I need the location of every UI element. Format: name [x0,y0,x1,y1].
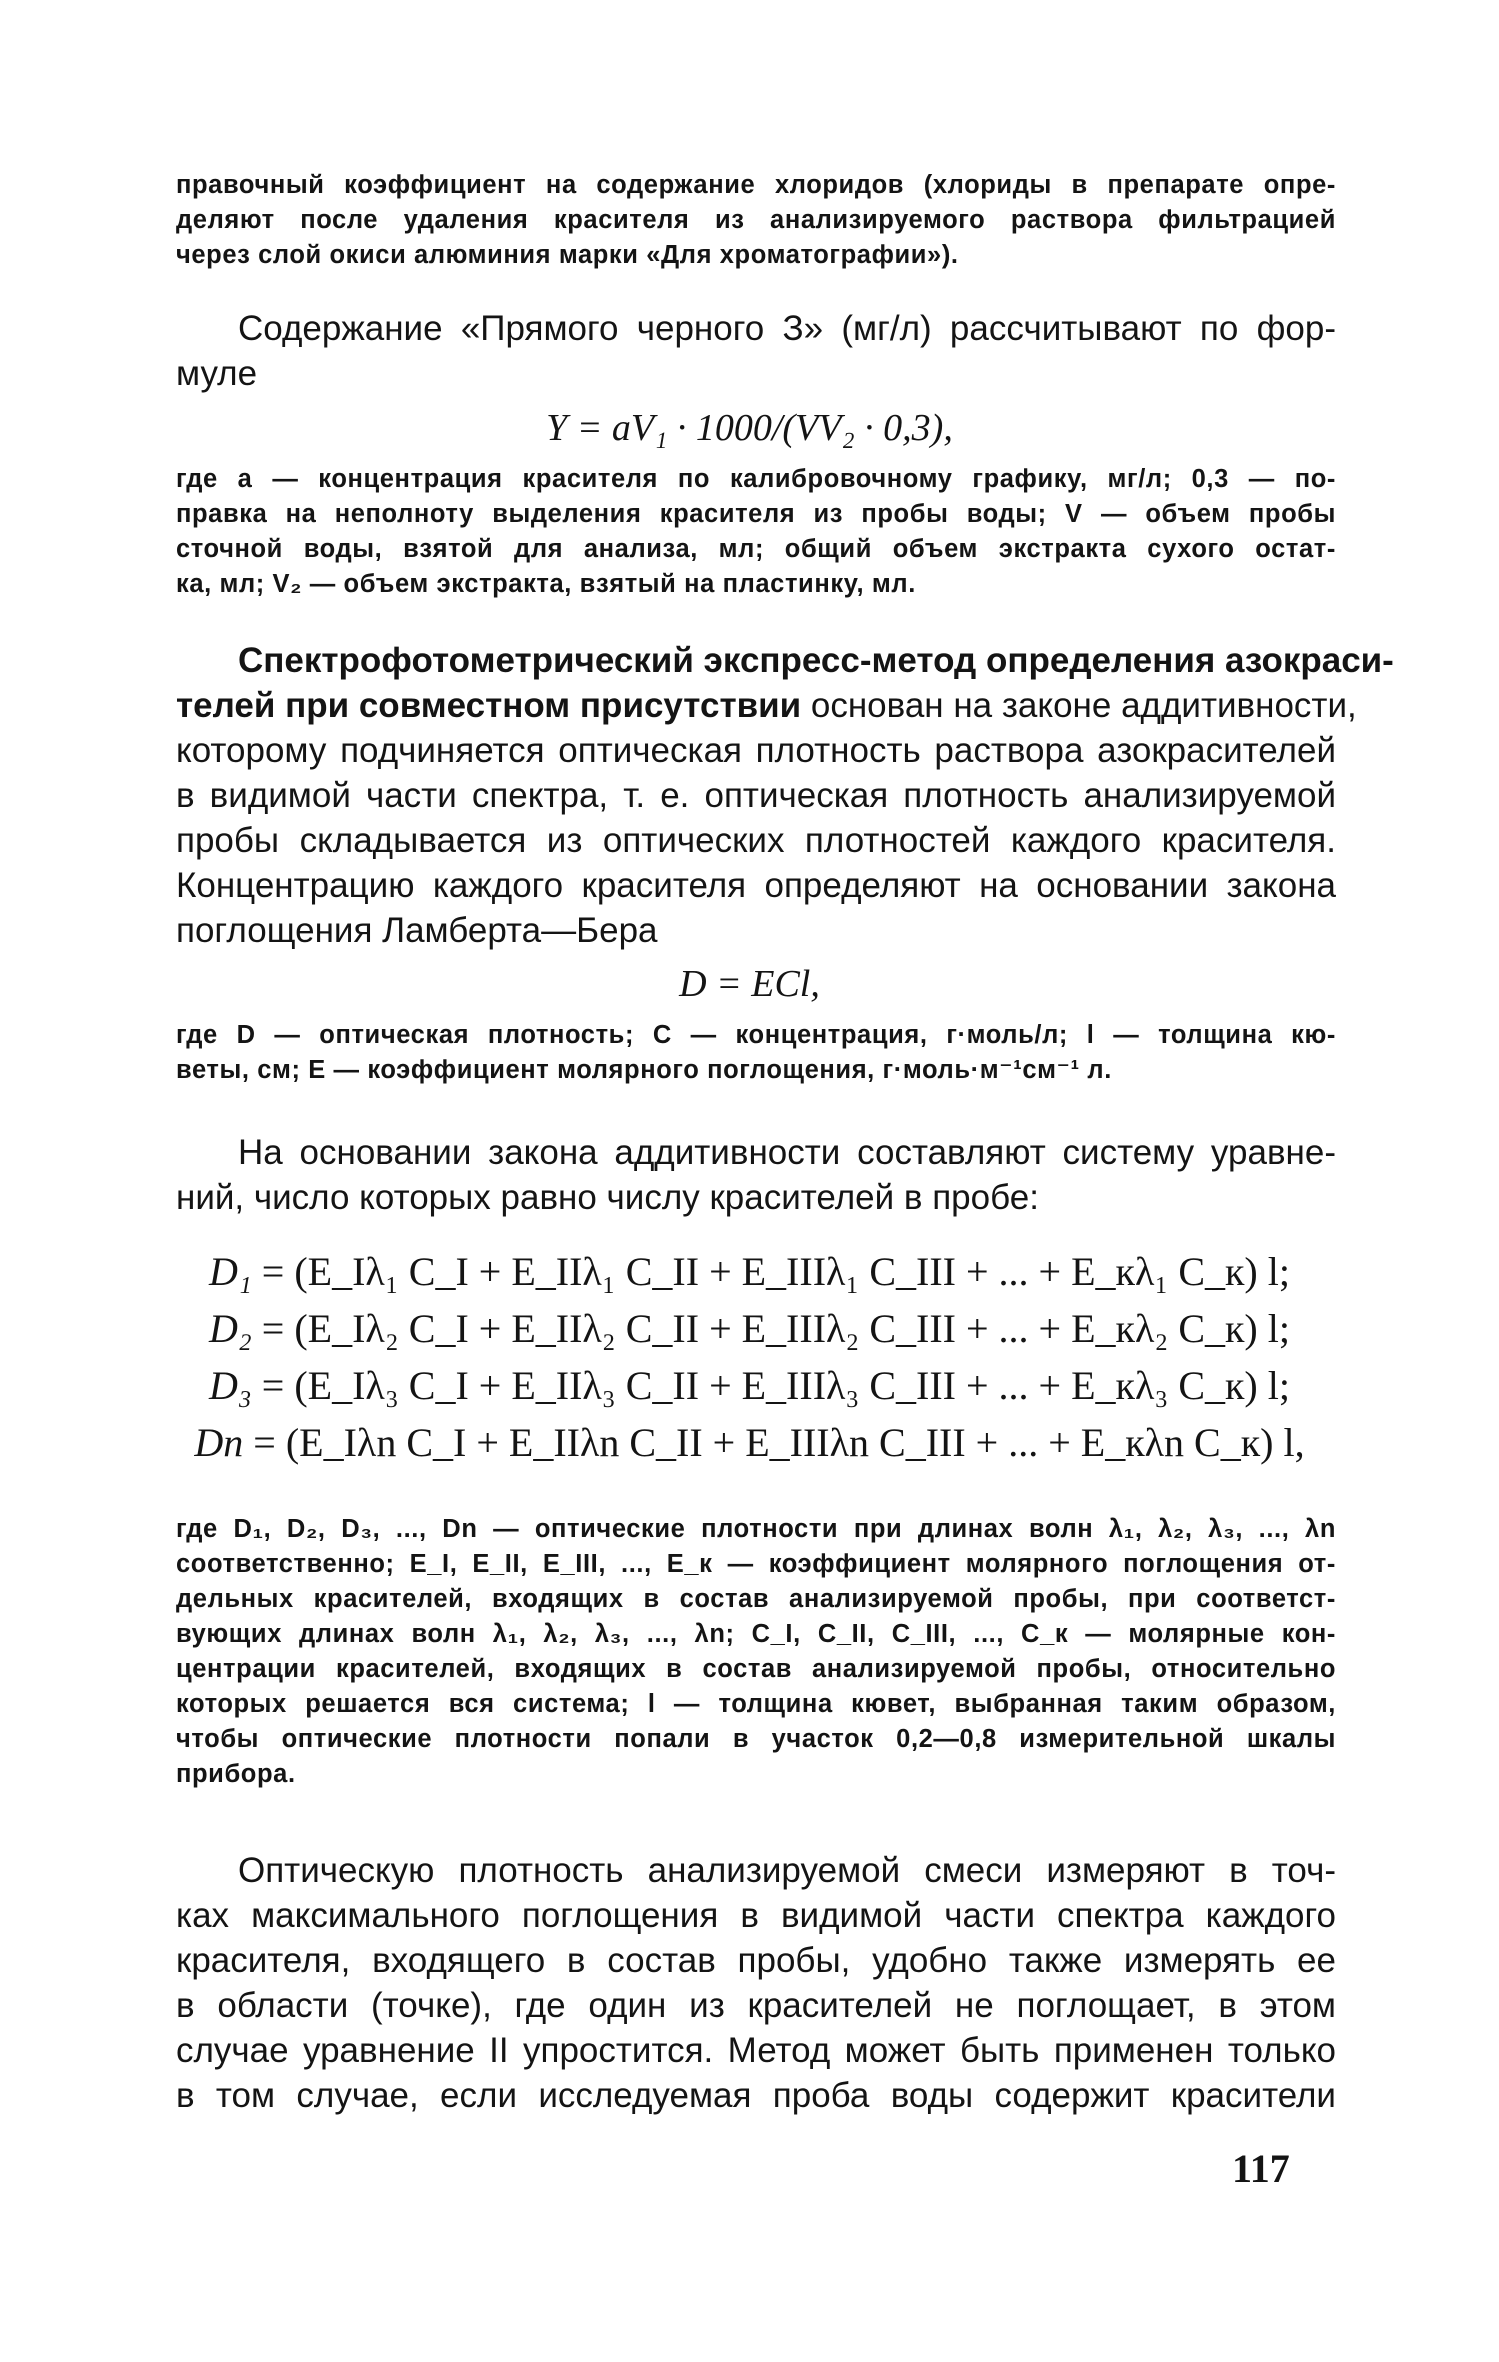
text-line: ках максимального поглощения в видимой части спектра каждого [176,1896,1336,1935]
text-line [176,638,1394,683]
equation-d3 [0,1362,1499,1409]
paragraph-chloride-correction [176,168,1336,273]
text-line: прибора. [176,1760,296,1788]
text-line: ка, мл; V₂ — объем экстракта, взятый на пластинку, мл. [176,570,916,598]
formula-concentration: Y = aV₁ · 1000/(VV₂ · 0,3), [546,407,953,449]
text-line: соответственно; E_I, E_II, E_III, ..., E_к — коэффициент молярного поглощения от- [176,1550,1336,1578]
text-line: через слой окиси алюминия марки «Для хроматографии»). [176,241,959,269]
paragraph-content-formula-intro [176,306,1336,396]
text-line: центрации красителей, входящих в состав анализируемой пробы, относительно [176,1655,1336,1683]
equation-lhs: D₁ [209,1249,252,1294]
paragraph-spectrophotometric-method [176,638,1394,953]
text-line: которых решается вся система; l — толщина кювет, выбранная таким образом, [176,1690,1336,1718]
text-line: муле [176,354,258,393]
equation-lhs: Dn [194,1420,244,1465]
paragraph-formula2-legend [176,1018,1336,1088]
text-line: где D₁, D₂, D₃, ..., Dn — оптические плотности при длинах волн λ₁, λ₂, λ₃, ..., λn [176,1515,1336,1543]
equation-lhs: D₃ [209,1363,252,1408]
text-line [176,683,1357,728]
text-line: сточной воды, взятой для анализа, мл; общий объем экстракта сухого остат- [176,535,1336,563]
equation-d1 [0,1248,1499,1295]
method-title-bold: Спектрофотометрический экспресс-метод определения азокраси- [238,641,1394,680]
text-line: правка на неполноту выделения красителя из пробы воды; V — объем пробы [176,500,1336,528]
text-line: где a — концентрация красителя по калибровочному графику, мг/л; 0,3 — по- [176,465,1336,493]
equation-dn [0,1419,1499,1466]
text-line: которому подчиняется оптическая плотность раствора азокрасителей [176,731,1336,770]
text-line: Оптическую плотность анализируемой смеси измеряют в точ- [238,1851,1336,1890]
text-line: чтобы оптические плотности попали в участок 0,2—0,8 измерительной шкалы [176,1725,1336,1753]
text-line: где D — оптическая плотность; C — концентрация, г·моль/л; l — толщина кю- [176,1021,1336,1049]
equation-rhs: = (E_Iλn C_I + E_IIλn C_II + E_IIIλn C_III + ... + E_кλn C_к) l, [253,1420,1305,1465]
text-line: поглощения Ламберта—Бера [176,911,658,950]
text-line: пробы складывается из оптических плотностей каждого красителя. [176,821,1336,860]
equation-lhs: D₂ [209,1306,252,1351]
paragraph-measurement [176,1848,1336,2118]
text-line: в том случае, если исследуемая проба воды содержит красители [176,2076,1336,2115]
text-line: На основании закона аддитивности составляют систему уравне- [238,1133,1336,1172]
text-line: ний, число которых равно числу красителей в пробе: [176,1178,1039,1217]
text-line: деляют после удаления красителя из анализируемого раствора фильтрацией [176,206,1336,234]
text-span: основан на законе аддитивности, [801,686,1357,725]
text-line: вующих длинах волн λ₁, λ₂, λ₃, ..., λn; C_I, C_II, C_III, ..., C_к — молярные кон- [176,1620,1336,1648]
text-line: случае уравнение II упростится. Метод может быть применен только [176,2031,1336,2070]
text-line: дельных красителей, входящих в состав анализируемой пробы, при соответст- [176,1585,1336,1613]
equation-d2 [0,1305,1499,1352]
page-number: 117 [1232,2146,1290,2191]
equation-rhs: = (E_Iλ₁ C_I + E_IIλ₁ C_II + E_IIIλ₁ C_III + ... + E_кλ₁ C_к) l; [261,1249,1290,1294]
paragraph-system-legend [176,1512,1336,1792]
text-line: красителя, входящего в состав пробы, удобно также измерять ее [176,1941,1336,1980]
equation-rhs: = (E_Iλ₃ C_I + E_IIλ₃ C_II + E_IIIλ₃ C_III + ... + E_кλ₃ C_к) l; [261,1363,1290,1408]
text-line: в видимой части спектра, т. е. оптическая плотность анализируемой [176,776,1336,815]
equation-rhs: = (E_Iλ₂ C_I + E_IIλ₂ C_II + E_IIIλ₂ C_III + ... + E_кλ₂ C_к) l; [261,1306,1290,1351]
paragraph-formula1-legend [176,462,1336,602]
text-line: в области (точке), где один из красителей не поглощает, в этом [176,1986,1336,2025]
text-line: правочный коэффициент на содержание хлоридов (хлориды в препарате опре- [176,171,1336,199]
text-line: Концентрацию каждого красителя определяют на основании закона [176,866,1336,905]
text-line: Содержание «Прямого черного З» (мг/л) рассчитывают по фор- [238,309,1336,348]
formula-beer-lambert: D = ECl, [679,963,820,1005]
text-line: веты, см; E — коэффициент молярного поглощения, г·моль·м⁻¹см⁻¹ л. [176,1056,1112,1084]
paragraph-system-intro [176,1130,1336,1220]
method-title-bold: телей при совместном присутствии [176,686,802,725]
